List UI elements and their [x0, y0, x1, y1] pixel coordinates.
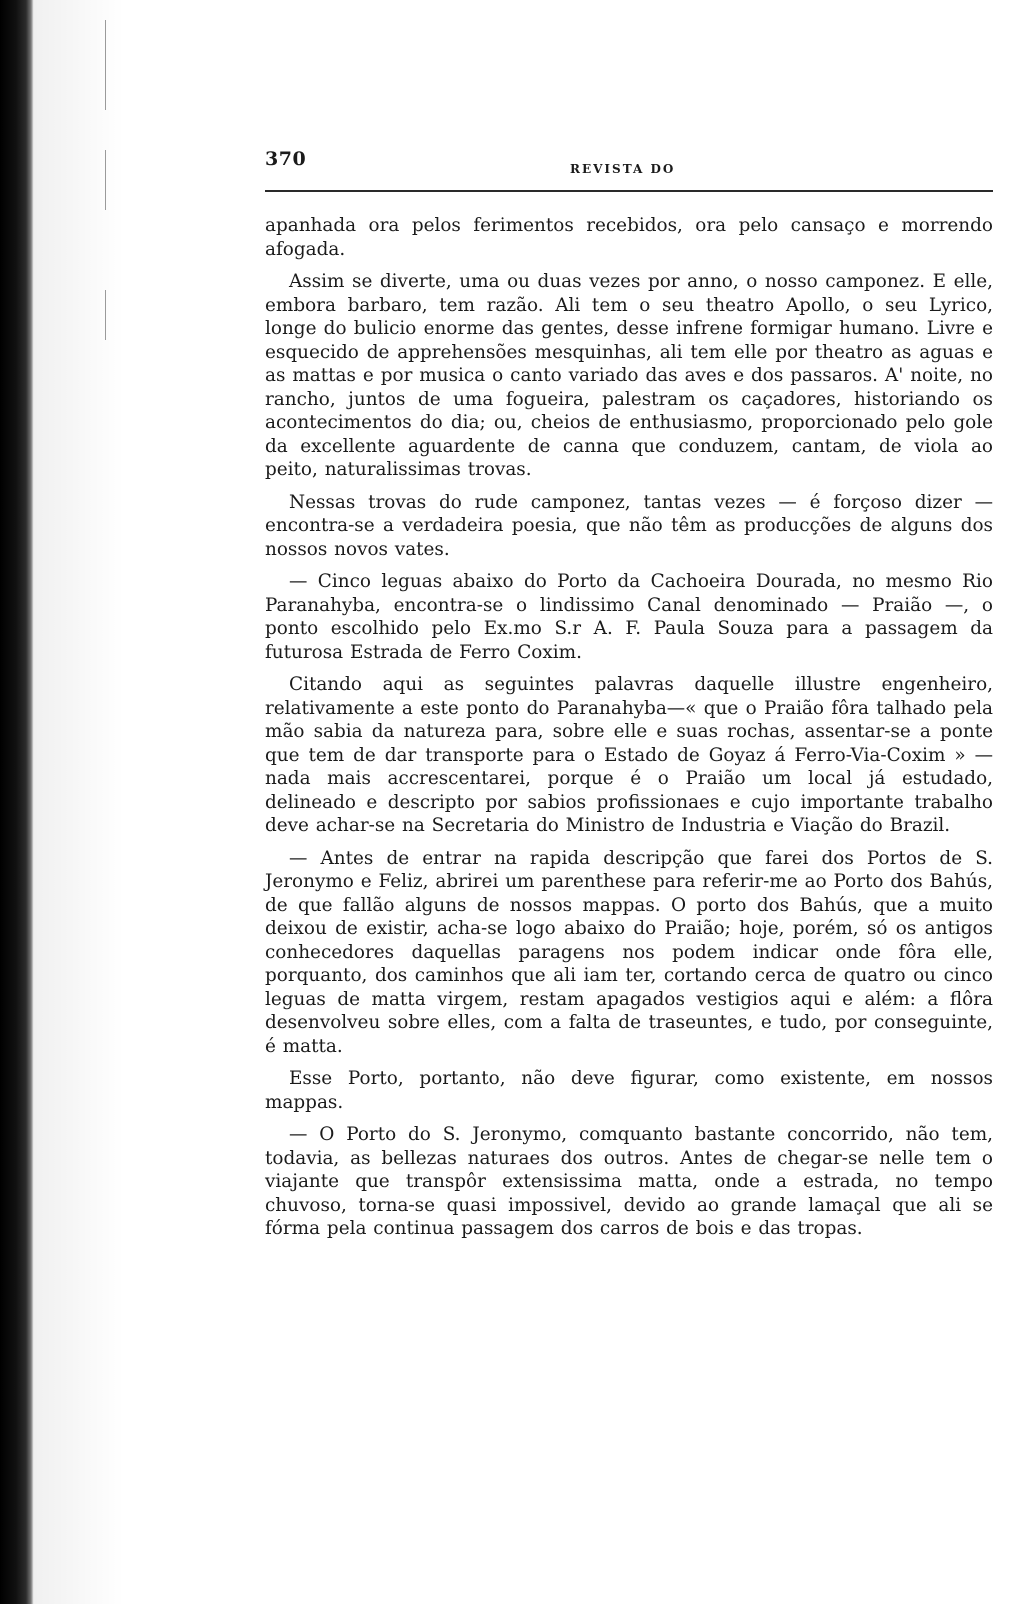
running-head: REVISTA DO — [570, 162, 676, 176]
book-binding-edge — [0, 0, 34, 1604]
paragraph: Assim se diverte, uma ou duas vezes por anno, o nosso camponez. E elle, embora barbaro, tem razão. Ali tem o seu theatro Apollo, o seu Lyrico, longe do bulicio enorme das gentes, desse infrene formigar humano. Livre e esquecido de apprehensões mesquinhas, ali tem elle por theatro as aguas e as mattas e por musica o canto variado das aves e dos passaros. A' noite, no rancho, juntos de uma fogueira, palestram os caçadores, historiando os acontecimentos do dia; ou, cheios de enthusiasmo, proporcionado pelo gole da excellente aguardente de canna que conduzem, cantam, de viola ao peito, naturalissimas trovas. — [265, 271, 993, 480]
book-page — [265, 148, 995, 1239]
paragraph: — Cinco leguas abaixo do Porto da Cachoeira Dourada, no mesmo Rio Paranahyba, encontra-se o lindissimo Canal denominado — Praião —, o ponto escolhido pelo Ex.mo S.r A. F. Paula Souza para a passagem da futurosa Estrada de Ferro Coxim. — [265, 571, 993, 663]
page-gutter-shadow — [34, 0, 124, 1604]
page-header — [265, 148, 995, 184]
gutter-mark — [105, 20, 106, 110]
paragraph: Nessas trovas do rude camponez, tantas vezes — é forçoso dizer — encontra-se a verdadeira poesia, que não têm as producções de alguns dos nossos novos vates. — [265, 491, 993, 560]
paragraph: apanhada ora pelos ferimentos recebidos, ora pelo cansaço e morrendo afogada. — [265, 215, 993, 260]
gutter-mark — [105, 290, 106, 340]
paragraph: Esse Porto, portanto, não deve figurar, como existente, em nossos mappas. — [265, 1068, 993, 1113]
body-text — [265, 214, 993, 1250]
gutter-mark — [105, 150, 106, 210]
header-rule — [265, 190, 993, 192]
paragraph: — Antes de entrar na rapida descripção que farei dos Portos de S. Jeronymo e Feliz, abrirei um parenthese para referir-me ao Porto dos Bahús, de que fallão alguns de nossos mappas. O porto dos Bahús, que a muito deixou de existir, acha-se logo abaixo do Praião; hoje, porém, só os antigos conhecedores daquellas paragens nos podem indicar onde fôra elle, porquanto, dos caminhos que ali iam ter, cortando cerca de quatro ou cinco leguas de matta virgem, restam apagados vestigios aqui e além: a flôra desenvolveu sobre elles, com a falta de traseuntes, e tudo, por conseguinte, é matta. — [265, 847, 993, 1057]
paragraph: — O Porto do S. Jeronymo, comquanto bastante concorrido, não tem, todavia, as bellezas naturaes dos outros. Antes de chegar-se nelle tem o viajante que transpôr extensissima matta, onde a estrada, no tempo chuvoso, torna-se quasi impossivel, devido ao grande lamaçal que ali se fórma pela continua passagem dos carros de bois e das tropas. — [265, 1124, 993, 1239]
paragraph: Citando aqui as seguintes palavras daquelle illustre engenheiro, relativamente a este ponto do Paranahyba—« que o Praião fôra talhado pela mão sabia da natureza para, sobre elle e suas rochas, assentar-se a ponte que tem de dar transporte para o Estado de Goyaz á Ferro-Via-Coxim » — nada mais accrescentarei, porque é o Praião um local já estudado, delineado e descripto por sabios profissionaes e cujo importante trabalho deve achar-se na Secretaria do Ministro de Industria e Viação do Brazil. — [265, 674, 993, 836]
page-number: 370 — [265, 148, 307, 170]
